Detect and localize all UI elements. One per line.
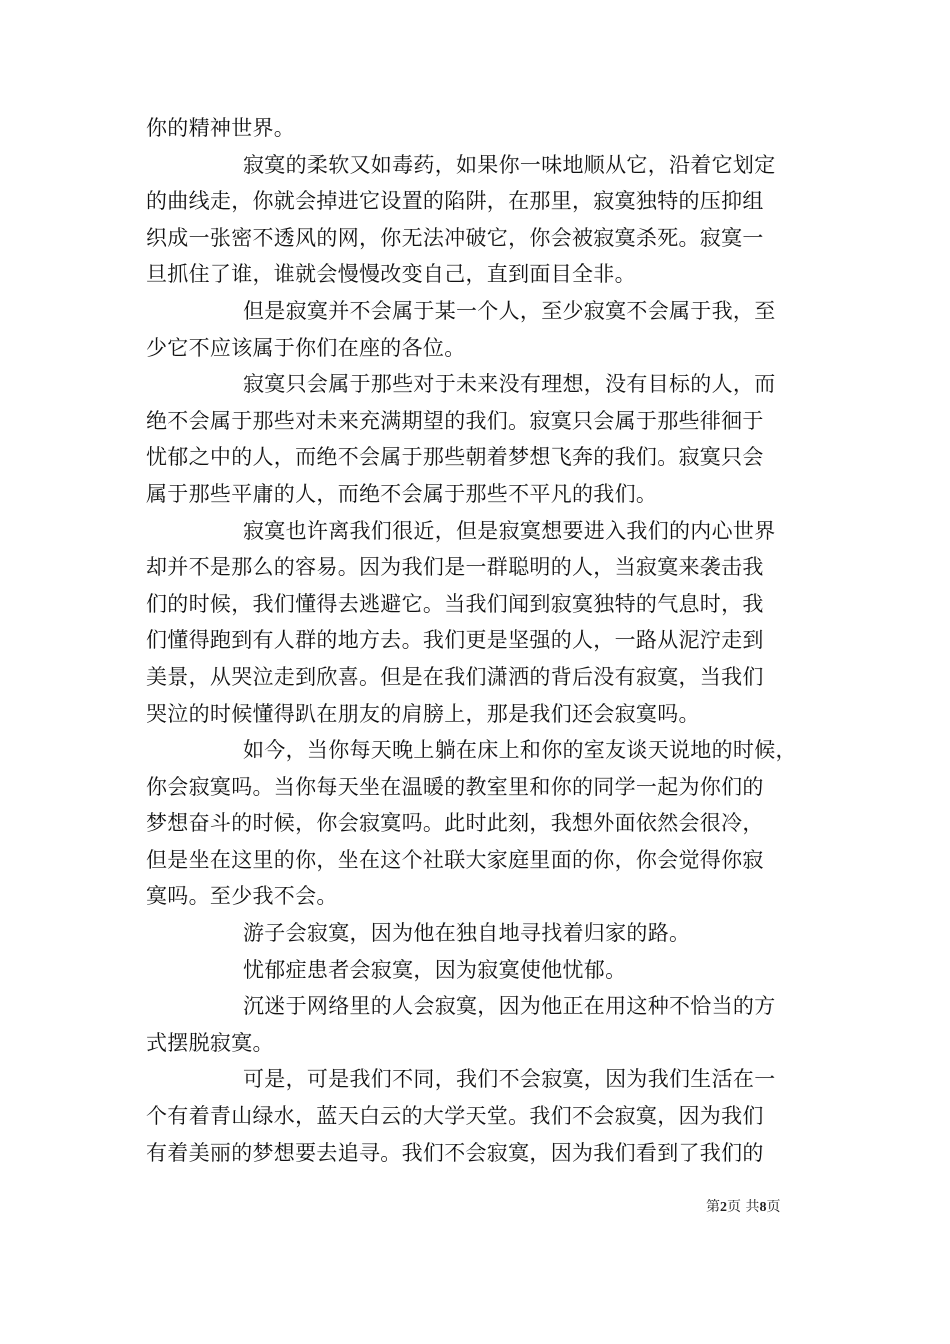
text-line: 旦抓住了谁，谁就会慢慢改变自己，直到面目全非。 bbox=[146, 262, 636, 287]
text-line: 你的精神世界。 bbox=[146, 116, 296, 140]
text-line: 们的时候，我们懂得去逃避它。当我们闻到寂寞独特的气息时，我 bbox=[146, 591, 764, 616]
text-line: 属于那些平庸的人，而绝不会属于那些不平凡的我们。 bbox=[146, 481, 658, 506]
text-line: 游子会寂寞，因为他在独自地寻找着归家的路。 bbox=[243, 921, 691, 946]
page-footer bbox=[706, 1197, 816, 1218]
text-line: 绝不会属于那些对未来充满期望的我们。寂寞只会属于那些徘徊于 bbox=[146, 408, 764, 433]
text-line: 但是寂寞并不会属于某一个人，至少寂寞不会属于我，至 bbox=[243, 298, 776, 323]
text-line: 织成一张密不透风的网，你无法冲破它，你会被寂寞杀死。寂寞一 bbox=[146, 225, 764, 250]
text-line: 可是，可是我们不同，我们不会寂寞，因为我们生活在一 bbox=[243, 1067, 776, 1092]
text-line: 寂寞也许离我们很近，但是寂寞想要进入我们的内心世界 bbox=[243, 518, 776, 543]
current-page-number: 2 bbox=[720, 1200, 727, 1215]
text-line: 的曲线走，你就会掉进它设置的陷阱，在那里，寂寞独特的压抑组 bbox=[146, 189, 764, 214]
text-line: 个有着青山绿水，蓝天白云的大学天堂。我们不会寂寞，因为我们 bbox=[146, 1104, 764, 1129]
body-text bbox=[146, 110, 806, 1171]
text-line: 寂寞的柔软又如毒药，如果你一味地顺从它，沿着它划定 bbox=[243, 152, 776, 177]
text-line: 式摆脱寂寞。 bbox=[146, 1030, 274, 1055]
text-line: 们懂得跑到有人群的地方去。我们更是坚强的人，一路从泥泞走到 bbox=[146, 628, 764, 653]
text-line: 你会寂寞吗。当你每天坐在温暖的教室里和你的同学一起为你们的 bbox=[146, 774, 764, 799]
text-line: 寂寞只会属于那些对于未来没有理想，没有目标的人，而 bbox=[243, 372, 776, 397]
text-line: 少它不应该属于你们在座的各位。 bbox=[146, 335, 466, 360]
text-line: 梦想奋斗的时候，你会寂寞吗。此时此刻，我想外面依然会很冷， bbox=[146, 811, 764, 836]
text-line: 寞吗。至少我不会。 bbox=[146, 884, 338, 909]
footer-prefix: 第 bbox=[706, 1199, 720, 1215]
text-line: 有着美丽的梦想要去追寻。我们不会寂寞，因为我们看到了我们的 bbox=[146, 1140, 764, 1165]
text-line: 但是坐在这里的你，坐在这个社联大家庭里面的你，你会觉得你寂 bbox=[146, 847, 764, 872]
text-line: 哭泣的时候懂得趴在朋友的肩膀上，那是我们还会寂寞吗。 bbox=[146, 701, 700, 726]
footer-suffix: 页 bbox=[766, 1199, 781, 1215]
total-page-count: 8 bbox=[759, 1200, 767, 1215]
text-line: 美景，从哭泣走到欣喜。但是在我们潇洒的背后没有寂寞，当我们 bbox=[146, 664, 764, 689]
text-line: 忧郁之中的人，而绝不会属于那些朝着梦想飞奔的我们。寂寞只会 bbox=[146, 445, 764, 470]
footer-middle: 页 共 bbox=[727, 1199, 760, 1215]
text-line: 却并不是那么的容易。因为我们是一群聪明的人，当寂寞来袭击我 bbox=[146, 555, 764, 580]
text-line: 如今，当你每天晚上躺在床上和你的室友谈天说地的时候， bbox=[243, 738, 797, 763]
text-line: 忧郁症患者会寂寞，因为寂寞使他忧郁。 bbox=[243, 957, 627, 982]
text-line: 沉迷于网络里的人会寂寞，因为他正在用这种不恰当的方 bbox=[243, 994, 776, 1019]
